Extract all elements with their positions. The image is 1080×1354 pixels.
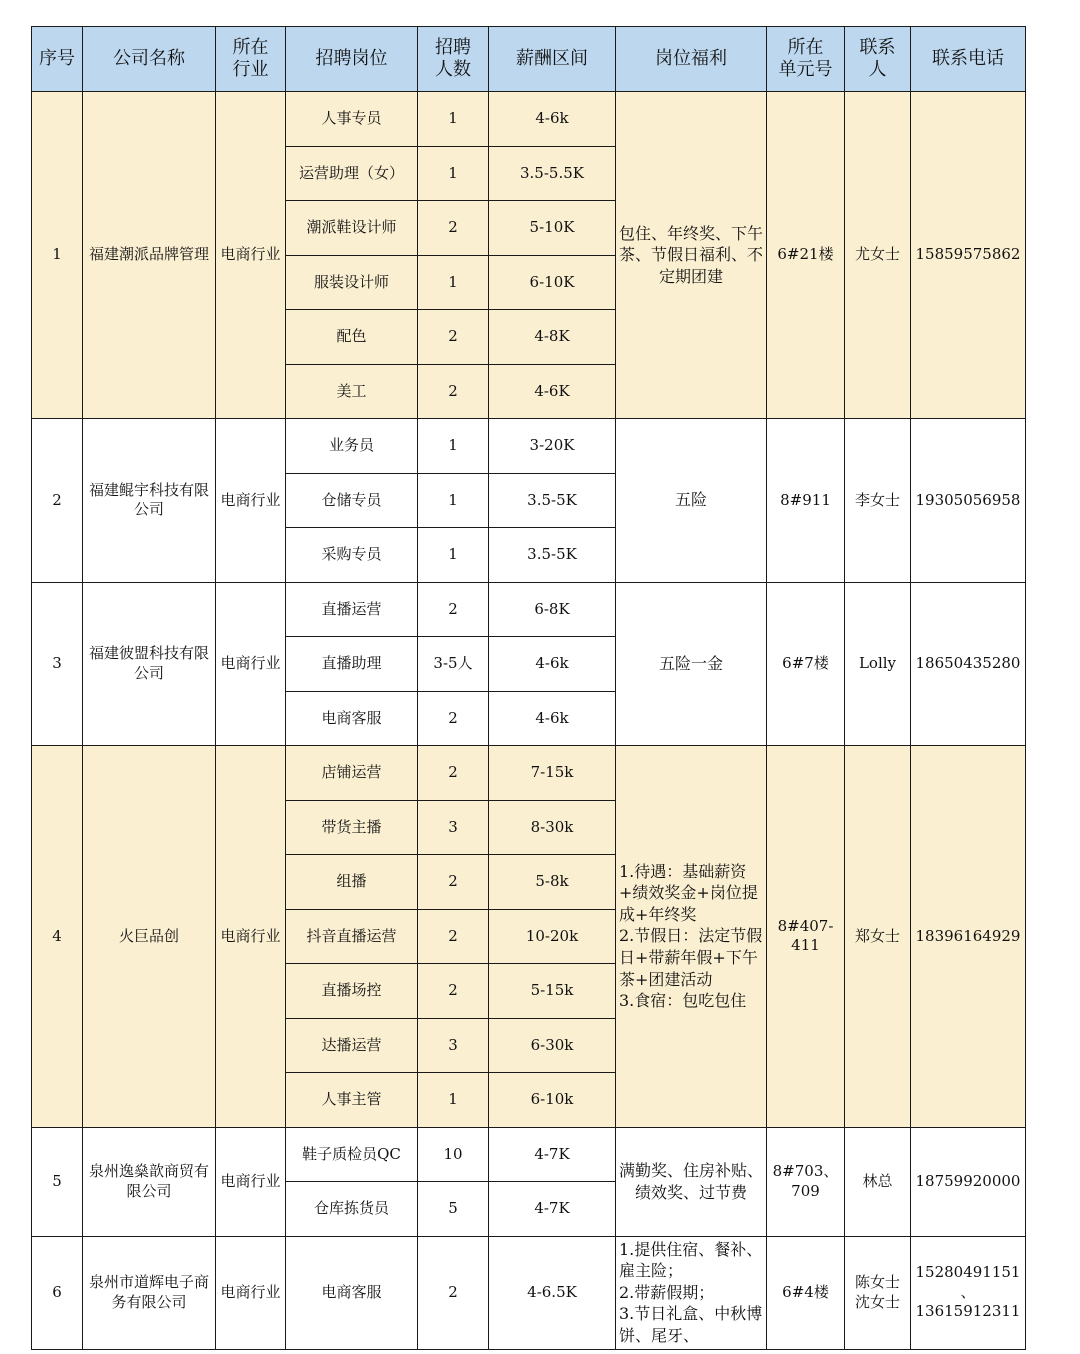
company-benefits: 1.待遇：基础薪资+绩效奖金+岗位提成+年终奖 2.节假日：法定节假日+带薪年假+下午茶+团建活动 3.食宿：包吃包住: [616, 746, 767, 1128]
job-count: 3-5人: [418, 637, 489, 692]
header-company: 公司名称: [83, 27, 216, 92]
company-benefits: 五险一金: [616, 582, 767, 746]
job-salary: 3.5-5.5K: [489, 146, 616, 201]
job-salary: 3-20K: [489, 419, 616, 474]
job-count: 2: [418, 364, 489, 419]
header-count: 招聘 人数: [418, 27, 489, 92]
job-count: 2: [418, 964, 489, 1019]
job-count: 2: [418, 1236, 489, 1349]
job-title: 仓库拣货员: [286, 1182, 418, 1237]
company-benefits: 五险: [616, 419, 767, 583]
table-row: [32, 92, 1026, 147]
job-title: 业务员: [286, 419, 418, 474]
job-salary: 5-10K: [489, 201, 616, 256]
header-industry: 所在 行业: [216, 27, 286, 92]
company-no: 1: [32, 92, 83, 419]
header-row: [32, 27, 1026, 92]
job-count: 2: [418, 855, 489, 910]
job-count: 1: [418, 92, 489, 147]
job-count: 2: [418, 909, 489, 964]
header-contact: 联系 人: [845, 27, 911, 92]
company-contact: 林总: [845, 1127, 911, 1236]
company-no: 4: [32, 746, 83, 1128]
job-count: 2: [418, 691, 489, 746]
job-title: 人事专员: [286, 92, 418, 147]
header-unit: 所在 单元号: [767, 27, 845, 92]
company-unit: 8#703、709: [767, 1127, 845, 1236]
job-count: 1: [418, 255, 489, 310]
job-salary: 4-6k: [489, 92, 616, 147]
job-title: 直播场控: [286, 964, 418, 1019]
company-contact: Lolly: [845, 582, 911, 746]
job-salary: 3.5-5K: [489, 528, 616, 583]
company-no: 6: [32, 1236, 83, 1349]
header-salary: 薪酬区间: [489, 27, 616, 92]
company-name: 火巨品创: [83, 746, 216, 1128]
job-count: 1: [418, 419, 489, 474]
job-count: 1: [418, 1073, 489, 1128]
company-phone: 18759920000: [911, 1127, 1026, 1236]
job-count: 3: [418, 800, 489, 855]
job-salary: 7-15k: [489, 746, 616, 801]
job-salary: 6-10K: [489, 255, 616, 310]
company-industry: 电商行业: [216, 1236, 286, 1349]
company-industry: 电商行业: [216, 582, 286, 746]
job-salary: 3.5-5K: [489, 473, 616, 528]
job-count: 1: [418, 146, 489, 201]
job-title: 仓储专员: [286, 473, 418, 528]
table-row: [32, 1127, 1026, 1182]
company-industry: 电商行业: [216, 746, 286, 1128]
job-title: 带货主播: [286, 800, 418, 855]
job-title: 美工: [286, 364, 418, 419]
company-contact: 陈女士 沈女士: [845, 1236, 911, 1349]
header-benefits: 岗位福利: [616, 27, 767, 92]
company-unit: 6#4楼: [767, 1236, 845, 1349]
job-salary: 4-6K: [489, 364, 616, 419]
company-phone: 19305056958: [911, 419, 1026, 583]
company-industry: 电商行业: [216, 92, 286, 419]
company-name: 福建潮派品牌管理: [83, 92, 216, 419]
company-name: 泉州市道辉电子商务有限公司: [83, 1236, 216, 1349]
company-no: 2: [32, 419, 83, 583]
company-name: 福建鲲宇科技有限公司: [83, 419, 216, 583]
company-name: 福建彼盟科技有限公司: [83, 582, 216, 746]
job-title: 电商客服: [286, 1236, 418, 1349]
job-count: 1: [418, 473, 489, 528]
job-salary: 6-30k: [489, 1018, 616, 1073]
table-body: [32, 92, 1026, 1350]
job-title: 服装设计师: [286, 255, 418, 310]
table-row: [32, 419, 1026, 474]
recruitment-table: [31, 26, 1026, 1350]
table-row: [32, 746, 1026, 801]
job-count: 5: [418, 1182, 489, 1237]
company-industry: 电商行业: [216, 419, 286, 583]
job-title: 运营助理（女）: [286, 146, 418, 201]
company-phone: 15280491151 、 13615912311: [911, 1236, 1026, 1349]
company-unit: 8#911: [767, 419, 845, 583]
company-contact: 郑女士: [845, 746, 911, 1128]
job-count: 10: [418, 1127, 489, 1182]
job-title: 达播运营: [286, 1018, 418, 1073]
job-title: 直播助理: [286, 637, 418, 692]
job-salary: 5-15k: [489, 964, 616, 1019]
job-title: 鞋子质检员QC: [286, 1127, 418, 1182]
job-title: 配色: [286, 310, 418, 365]
company-contact: 尤女士: [845, 92, 911, 419]
header-phone: 联系电话: [911, 27, 1026, 92]
company-name: 泉州逸燊歆商贸有限公司: [83, 1127, 216, 1236]
job-count: 2: [418, 582, 489, 637]
job-salary: 4-6.5K: [489, 1236, 616, 1349]
company-no: 5: [32, 1127, 83, 1236]
job-salary: 4-7K: [489, 1182, 616, 1237]
job-title: 潮派鞋设计师: [286, 201, 418, 256]
company-no: 3: [32, 582, 83, 746]
company-unit: 8#407-411: [767, 746, 845, 1128]
table-row: [32, 1236, 1026, 1349]
job-salary: 8-30k: [489, 800, 616, 855]
job-count: 1: [418, 528, 489, 583]
job-title: 抖音直播运营: [286, 909, 418, 964]
company-unit: 6#7楼: [767, 582, 845, 746]
company-unit: 6#21楼: [767, 92, 845, 419]
job-count: 2: [418, 201, 489, 256]
job-salary: 4-6k: [489, 691, 616, 746]
company-phone: 15859575862: [911, 92, 1026, 419]
company-phone: 18396164929: [911, 746, 1026, 1128]
job-salary: 5-8k: [489, 855, 616, 910]
job-count: 2: [418, 310, 489, 365]
job-salary: 4-8K: [489, 310, 616, 365]
job-count: 2: [418, 746, 489, 801]
table-row: [32, 582, 1026, 637]
job-title: 店铺运营: [286, 746, 418, 801]
header-position: 招聘岗位: [286, 27, 418, 92]
company-industry: 电商行业: [216, 1127, 286, 1236]
job-salary: 4-6k: [489, 637, 616, 692]
job-title: 电商客服: [286, 691, 418, 746]
company-contact: 李女士: [845, 419, 911, 583]
job-title: 人事主管: [286, 1073, 418, 1128]
job-salary: 4-7K: [489, 1127, 616, 1182]
job-salary: 10-20k: [489, 909, 616, 964]
job-salary: 6-8K: [489, 582, 616, 637]
job-title: 采购专员: [286, 528, 418, 583]
header-no: 序号: [32, 27, 83, 92]
job-title: 直播运营: [286, 582, 418, 637]
company-benefits: 1.提供住宿、餐补、雇主险； 2.带薪假期； 3.节日礼盒、中秋博饼、尾牙、: [616, 1236, 767, 1349]
company-benefits: 包住、年终奖、下午茶、节假日福利、不定期团建: [616, 92, 767, 419]
company-benefits: 满勤奖、住房补贴、绩效奖、过节费: [616, 1127, 767, 1236]
job-title: 组播: [286, 855, 418, 910]
job-count: 3: [418, 1018, 489, 1073]
job-salary: 6-10k: [489, 1073, 616, 1128]
company-phone: 18650435280: [911, 582, 1026, 746]
